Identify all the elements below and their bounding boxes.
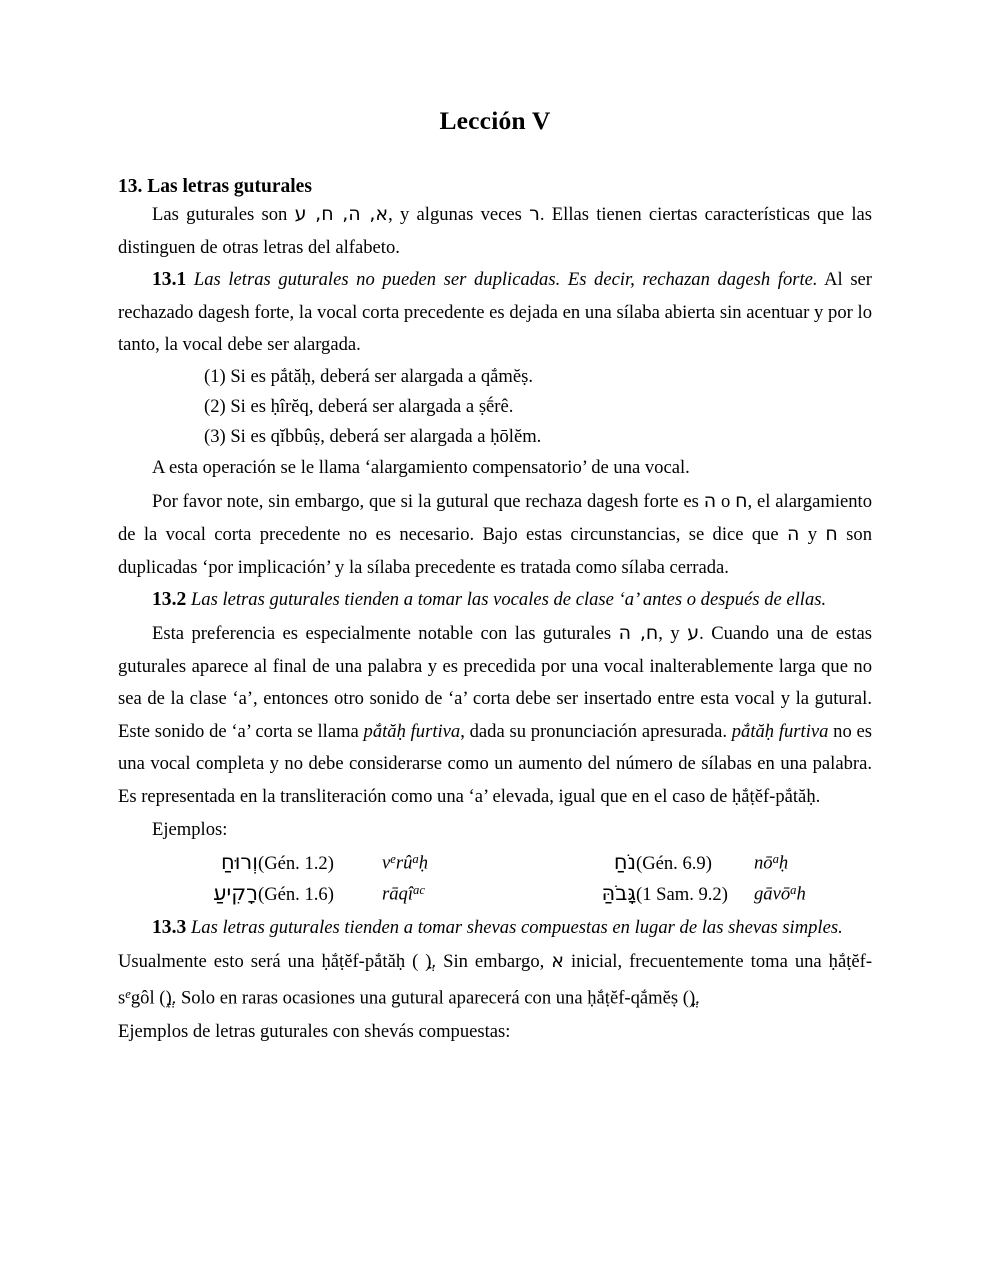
section-13-1-rest: Al ser rechazado dagesh forte, la vocal corta precedente es dejada en una sílaba abierta sin acentuar y por lo tanto, la vocal debe ser alargada. [118, 269, 872, 356]
table-row [172, 850, 806, 881]
s13-2-part4: no es una vocal completa y no debe considerarse como un aumento del número de sílabas en una palabra. Es representada en la transliteración como una ‘a’ elevada, igual que en el caso de ḥắṭĕf-pắtăḥ. [118, 720, 872, 807]
translit-post: h [796, 884, 806, 906]
s13-3-part2: ). Sin embargo, [425, 950, 552, 972]
page-title: Lección V [439, 106, 551, 135]
section-13-1-paragraph [118, 264, 872, 362]
translit-superscript-a: a [413, 883, 420, 898]
ayin-letter: ע [687, 621, 700, 644]
section-13-2-number: 13.2 [152, 589, 187, 611]
patah-furtiva-term-1: pắtăḥ furtiva [363, 720, 461, 742]
example-hebrew-left: וְרוּחַ [220, 850, 258, 875]
examples-table [172, 850, 806, 912]
s13-3-part3: inicial, frecuentemente toma una ḥắṭĕf-s [118, 950, 873, 1009]
section-13-3-lead: Las letras guturales tienden a tomar shevas compuestas en lugar de las shevas simples. [190, 917, 843, 939]
translit-pre: v [382, 853, 391, 875]
alef-letter: א [551, 949, 564, 972]
translit-superscript-a: a [790, 883, 797, 898]
example-translit-right [754, 850, 806, 881]
superscript-e: e [125, 987, 131, 1002]
translit-superscript-ayin: c [419, 883, 425, 898]
example-hebrew-left: רָקִיעַ [213, 881, 258, 906]
translit-pre: gāvō [754, 884, 791, 906]
s13-3-part6: ). [688, 987, 700, 1009]
example-reference-left: (Gén. 1.6) [258, 884, 334, 906]
translit-superscript-a: a [772, 852, 779, 867]
s13-3-part5: ). Solo en raras ocasiones una gutural aparecerá con una ḥắṭĕf-qắmĕṣ ( [165, 987, 689, 1009]
s13-3-part1: Usualmente esto será una ḥắṭĕf-pắtăḥ ( [118, 950, 426, 972]
example-reference-right: (1 Sam. 9.2) [636, 884, 728, 906]
intro-text-before: Las guturales son [152, 204, 295, 225]
example-reference-right: (Gén. 6.9) [636, 853, 712, 875]
translit-superscript-a: a [412, 852, 419, 867]
translit-pre: rāqî [382, 884, 413, 906]
he-het-note-paragraph [118, 485, 872, 585]
translit-mid: rû [395, 853, 413, 875]
gutturals-letters: א, ה, ח, ע [294, 203, 389, 225]
s13-2-part3: , dada su pronunciación apresurada. [460, 720, 732, 742]
s13-3-part4: gôl ( [130, 987, 166, 1009]
example-translit-left [382, 850, 532, 881]
final-examples-line: Ejemplos de letras guturales con shevás compuestas: [118, 1020, 511, 1042]
resh-letter: ר [529, 203, 540, 225]
het-letter-2: ח [825, 523, 838, 546]
het-he-letters: ח, ה [618, 621, 659, 644]
intro-paragraph [118, 198, 872, 264]
het-letter-1: ח [735, 489, 748, 512]
section-13-2-lead: Las letras guturales tienden a tomar las vocales de clase ‘a’ antes o después de ellas. [190, 589, 827, 611]
section-13-2-body [118, 617, 872, 814]
list-item: (3) Si es qĭbbûṣ, deberá ser alargada a ḥōlĕm. [204, 425, 542, 447]
he-het-note-part1: Por favor note, sin embargo, que si la gutural que rechaza dagesh forte es [152, 490, 704, 512]
translit-post: ḥ [418, 853, 429, 875]
example-hebrew-right: גָּבֹהַּ [601, 881, 636, 906]
example-translit-left [382, 881, 532, 912]
alargamiento-rules-list [118, 362, 872, 452]
example-reference-left: (Gén. 1.2) [258, 853, 334, 875]
section-13-2-lead-paragraph [118, 584, 872, 617]
translit-superscript-e: e [390, 852, 396, 867]
section-13-3-number: 13.3 [152, 917, 187, 939]
he-het-note-part4: y [799, 524, 826, 546]
he-letter-1: ה [703, 489, 717, 512]
patah-furtiva-term-2: pắtăḥ furtiva [731, 720, 829, 742]
section-heading: 13. Las letras guturales [118, 176, 312, 197]
list-item: (1) Si es pắtăḥ, deberá ser alargada a qắmĕṣ. [204, 365, 534, 387]
he-letter-2: ה [787, 523, 800, 546]
translit-post: ḥ [778, 853, 789, 875]
section-13-3-body [118, 945, 872, 1016]
example-hebrew-right: נֹחַ [613, 850, 636, 875]
translit-pre: nō [754, 853, 773, 875]
intro-text-after: . Ellas tienen ciertas características que las distinguen de otras letras del alfabeto. [118, 204, 872, 258]
he-het-note-part3: , el alargamiento de la vocal corta precedente no es necesario. Bajo estas circunstancias, se dice que [118, 490, 872, 546]
compensatory-lengthening-note: A esta operación se le llama ‘alargamiento compensatorio’ de una vocal. [152, 456, 690, 478]
he-het-note-part5: son duplicadas ‘por implicación’ y la sílaba precedente es tratada como sílaba cerrada. [118, 524, 873, 578]
s13-2-part1: Esta preferencia es especialmente notable con las guturales [152, 622, 619, 644]
section-13-1-number: 13.1 [152, 269, 187, 291]
he-het-note-part2: o [716, 490, 736, 512]
example-translit-right [754, 881, 806, 912]
intro-text-middle: , y algunas veces [388, 204, 530, 225]
table-row [172, 881, 806, 912]
s13-2-letters-join: , y [658, 622, 688, 644]
examples-label: Ejemplos: [152, 818, 228, 840]
section-13-3-lead-paragraph [118, 912, 872, 945]
s13-2-part2: . Cuando una de estas guturales aparece al final de una palabra y es precedida por una vocal inalterablemente larga que no sea de la clase ‘a’, entonces otro sonido de ‘a’ corta debe ser insertado entre esta vocal y la gutural. Este sonido de ‘a’ corta se llama [118, 622, 873, 742]
section-13-1-lead: Las letras guturales no pueden ser duplicadas. Es decir, rechazan dagesh forte. [193, 269, 818, 291]
list-item: (2) Si es ḥîrĕq, deberá ser alargada a ṣḗrê. [204, 395, 514, 417]
